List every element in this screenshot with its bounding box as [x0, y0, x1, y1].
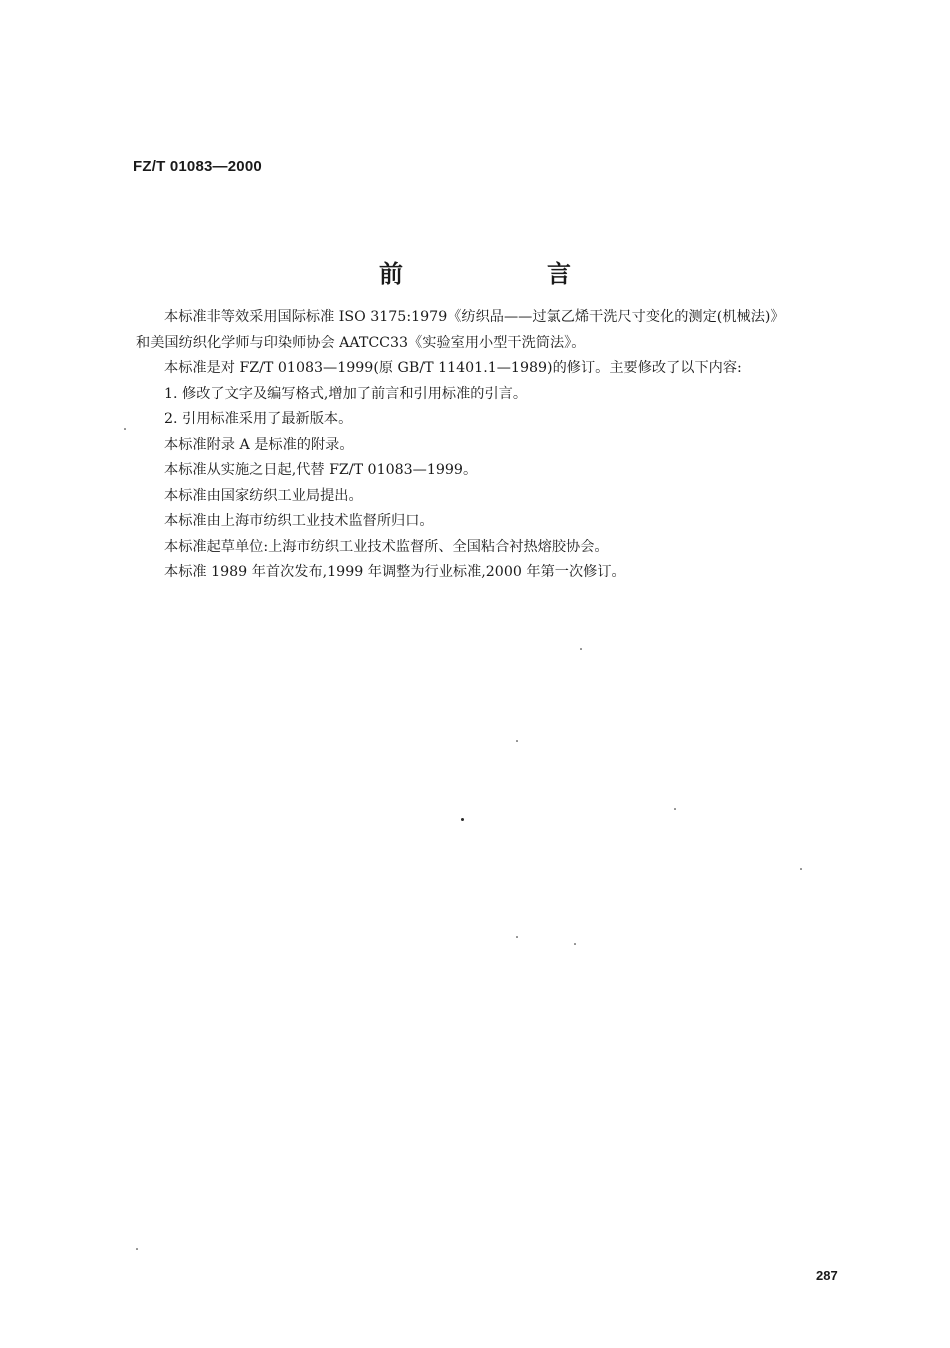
- paragraph-adoption-continued: 和美国纺织化学师与印染师协会 AATCC33《实验室用小型干洗筒法》。: [136, 334, 586, 351]
- page-number: 287: [816, 1268, 838, 1283]
- scan-speck: [516, 740, 518, 742]
- standard-code: FZ/T 01083—2000: [133, 158, 262, 175]
- paragraph-history: 本标准 1989 年首次发布,1999 年调整为行业标准,2000 年第一次修订。: [164, 564, 626, 580]
- scan-speck: [516, 936, 518, 938]
- list-item: 2. 引用标准采用了最新版本。: [164, 411, 353, 427]
- scan-speck: [574, 943, 576, 945]
- scan-speck: [580, 648, 582, 650]
- scan-speck: [461, 818, 464, 821]
- paragraph-appendix: 本标准附录 A 是标准的附录。: [164, 436, 354, 453]
- paragraph-adoption: 本标准非等效采用国际标准 ISO 3175:1979《纺织品——过氯乙烯干洗尺寸变化的测定(机械法)》: [164, 309, 785, 325]
- paragraph-administrator: 本标准由上海市纺织工业技术监督所归口。: [164, 513, 434, 529]
- paragraph-proposer: 本标准由国家纺织工业局提出。: [164, 487, 363, 504]
- list-item: 1. 修改了文字及编写格式,增加了前言和引用标准的引言。: [164, 385, 528, 402]
- scan-speck: [674, 808, 676, 810]
- scan-speck: [124, 428, 126, 430]
- paragraph-replacement: 本标准从实施之日起,代替 FZ/T 01083—1999。: [164, 462, 478, 478]
- paragraph-revision: 本标准是对 FZ/T 01083—1999(原 GB/T 11401.1—1989)的修订。主要修改了以下内容:: [164, 360, 742, 376]
- scan-speck: [800, 868, 802, 870]
- paragraph-drafting-units: 本标准起草单位:上海市纺织工业技术监督所、全国粘合衬热熔胶协会。: [164, 538, 609, 555]
- scan-speck: [136, 1248, 138, 1250]
- foreword-body: [136, 305, 896, 586]
- page-title: 前 言: [379, 260, 631, 288]
